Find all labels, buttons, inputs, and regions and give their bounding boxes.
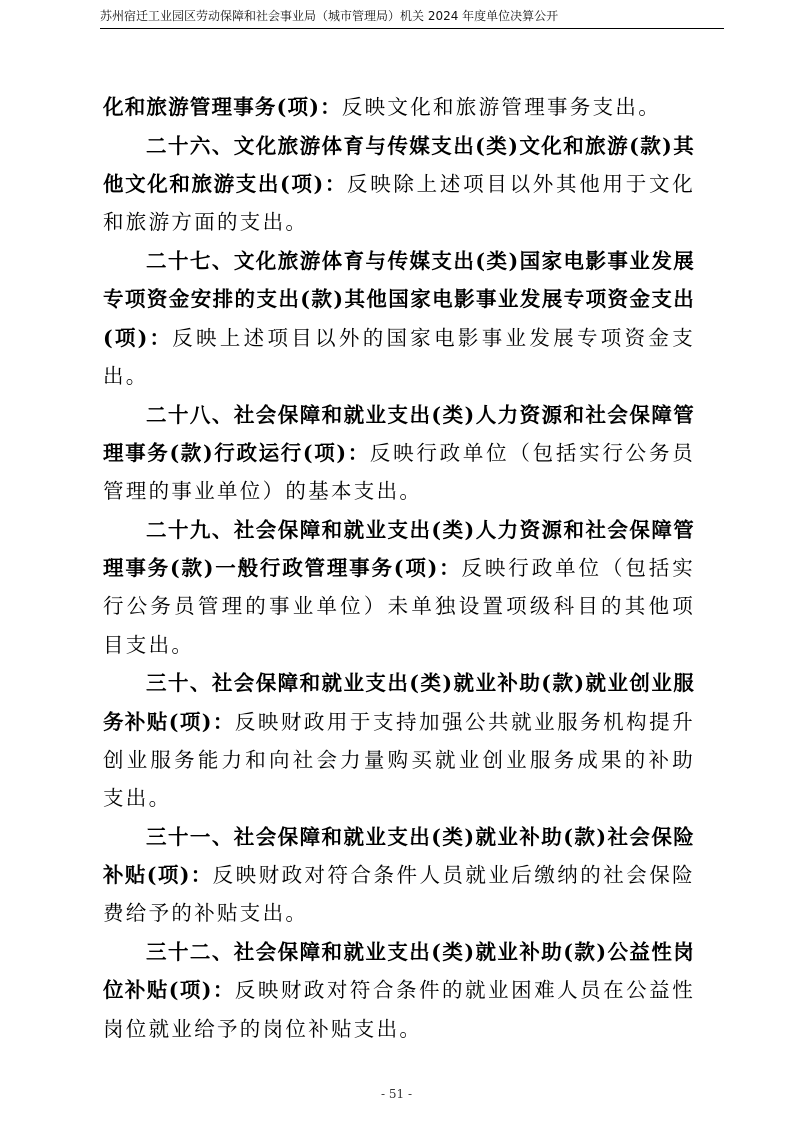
paragraph-27 (103, 242, 695, 395)
paragraph-heading: 二十九、社会保障和就业支出(类)人力资源和社会保障管理事务(款)一般行政管理事务(项)： (103, 517, 695, 581)
paragraph-text: 反映财政对符合条件人员就业后缴纳的社会保险费给予的补贴支出。 (103, 863, 695, 926)
paragraph-heading: 二十七、文化旅游体育与传媒支出(类)国家电影事业发展专项资金安排的支出(款)其他国家电影事业发展专项资金支出(项)： (103, 249, 695, 350)
paragraph-text: 反映行政单位（包括实行公务员管理的事业单位）未单独设置项级科目的其他项目支出。 (103, 556, 695, 657)
page-number: - 51 - (380, 1087, 412, 1101)
header-divider (100, 28, 724, 29)
paragraph-heading: 三十、社会保障和就业支出(类)就业补助(款)就业创业服务补贴(项)： (103, 671, 695, 734)
paragraph-heading: 三十一、社会保障和就业支出(类)就业补助(款)社会保险补贴(项)： (103, 824, 695, 888)
paragraph-text: 反映除上述项目以外其他用于文化和旅游方面的支出。 (103, 172, 695, 235)
paragraph-29 (103, 511, 695, 664)
page-header: 苏州宿迁工业园区劳动保障和社会事业局（城市管理局）机关 2024 年度单位决算公开 (100, 9, 559, 23)
paragraph-text: 反映文化和旅游管理事务支出。 (341, 95, 662, 119)
paragraph-30 (103, 664, 695, 817)
paragraph-heading: 二十八、社会保障和就业支出(类)人力资源和社会保障管理事务(款)行政运行(项)： (103, 402, 695, 465)
paragraph-text: 反映财政用于支持加强公共就业服务机构提升创业服务能力和向社会力量购买就业创业服务成果的补助支出。 (103, 709, 695, 811)
paragraph-32 (103, 933, 695, 1048)
paragraph-1 (103, 88, 695, 126)
paragraph-heading: 二十六、文化旅游体育与传媒支出(类)文化和旅游(款)其他文化和旅游支出(项)： (103, 133, 695, 197)
paragraph-heading: 三十二、社会保障和就业支出(类)就业补助(款)公益性岗位补贴(项)： (103, 940, 695, 1003)
paragraph-28 (103, 396, 695, 511)
paragraph-26 (103, 127, 695, 242)
paragraph-text: 反映行政单位（包括实行公务员管理的事业单位）的基本支出。 (103, 440, 695, 504)
document-body (103, 88, 695, 1049)
paragraph-text: 反映财政对符合条件的就业困难人员在公益性岗位就业给予的岗位补贴支出。 (103, 978, 695, 1041)
paragraph-heading: 化和旅游管理事务(项)： (103, 95, 342, 119)
paragraph-text: 反映上述项目以外的国家电影事业发展专项资金支出。 (103, 325, 695, 388)
paragraph-31 (103, 818, 695, 933)
